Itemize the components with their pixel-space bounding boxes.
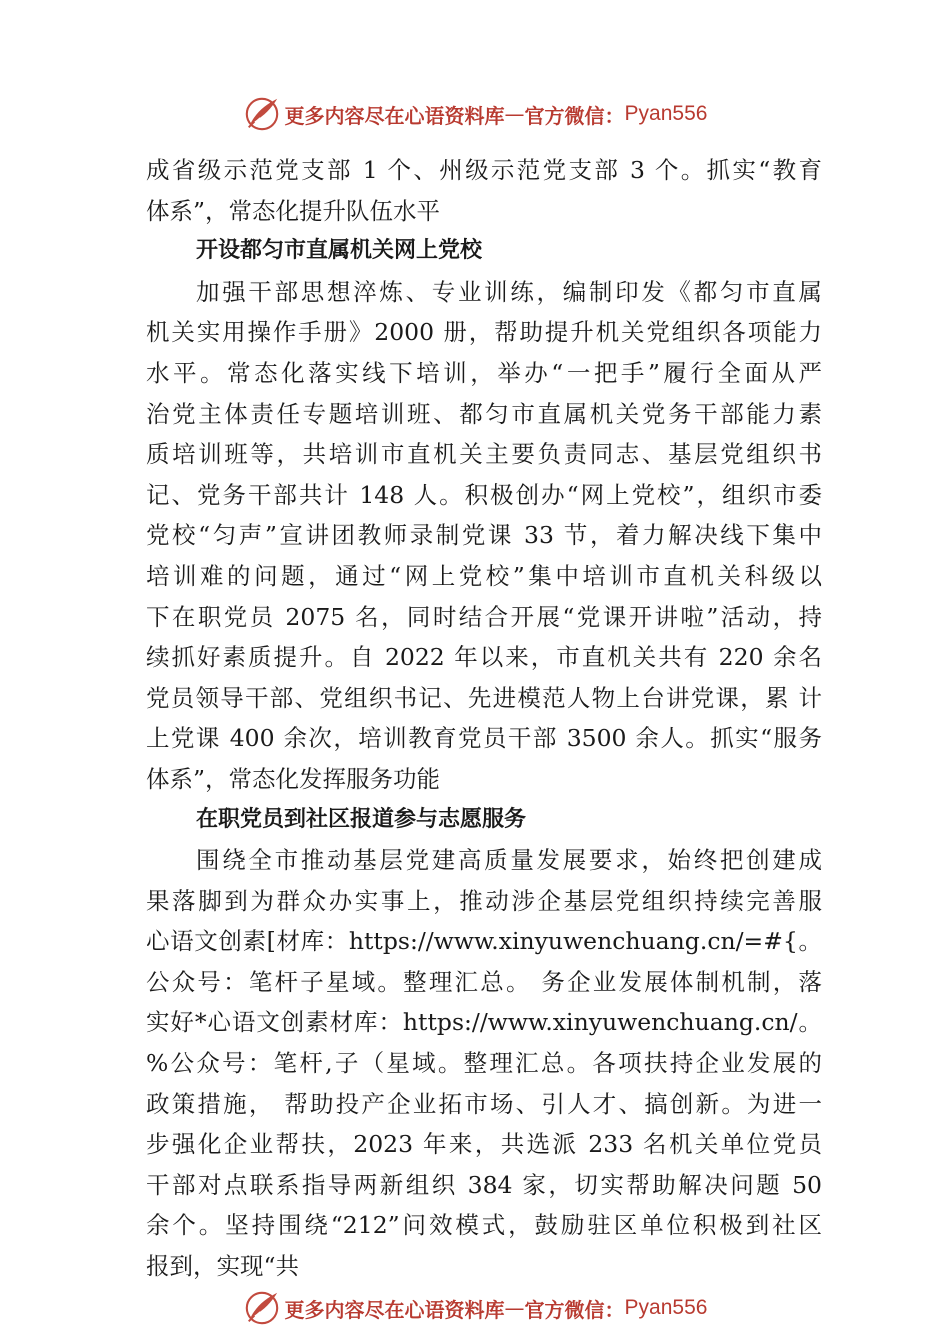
section-heading: 开设都匀市直属机关网上党校 xyxy=(196,238,483,264)
paragraph-line: 实好*心语文创素材库：https://www.xinyuwenchuang.cn/。 xyxy=(146,1008,822,1037)
banner-wechat-id: Pyan556 xyxy=(624,1296,708,1319)
paragraph-line: 培训难的问题，通过“网上党校”集中培训市直机关科级以 xyxy=(146,561,822,590)
paragraph-line: 果落脚到为群众办实事上，推动涉企基层党组织持续完善服 xyxy=(146,886,822,915)
quill-logo-icon xyxy=(243,95,281,133)
document-body xyxy=(146,150,822,1287)
header-banner xyxy=(0,94,950,134)
paragraph-line: 干部对点联系指导两新组织 384 家，切实帮助解决问题 50 xyxy=(146,1170,822,1199)
paragraph-line: 体系”，常态化发挥服务功能 xyxy=(146,764,441,793)
paragraph-line: 机关实用操作手册》2000 册，帮助提升机关党组织各项能力 xyxy=(146,318,822,347)
paragraph-line: 围绕全市推动基层党建高质量发展要求，始终把创建成 xyxy=(196,846,822,875)
paragraph-line: 续抓好素质提升。自 2022 年以来，市直机关共有 220 余名 xyxy=(146,643,822,672)
banner-title: 更多内容尽在心语资料库 xyxy=(284,1297,505,1322)
paragraph-line: 体系”，常态化提升队伍水平 xyxy=(146,196,441,225)
paragraph-line: 上党课 400 余次，培训教育党员干部 3500 余人。抓实“服务 xyxy=(146,724,822,753)
paragraph-line: 余个。坚持围绕“212”问效模式，鼓励驻区单位积极到社区 xyxy=(146,1211,822,1240)
paragraph-line: 成省级示范党支部 1 个、州级示范党支部 3 个。抓实“教育 xyxy=(146,156,822,184)
paragraph-line: 报到，实现“共 xyxy=(146,1252,300,1281)
paragraph-line: 质培训班等，共培训市直机关主要负责同志、基层党组织书 xyxy=(146,440,822,469)
footer-banner xyxy=(0,1288,950,1328)
banner-separator: — xyxy=(504,102,525,126)
paragraph-line: 公众号：笔杆子星域。整理汇总。 务企业发展体制机制，落 xyxy=(146,967,822,996)
banner-separator: — xyxy=(504,1296,525,1320)
banner-wechat-id: Pyan556 xyxy=(624,102,708,125)
banner-wechat-label: 官方微信： xyxy=(524,1297,625,1322)
quill-logo-icon xyxy=(243,1289,281,1327)
paragraph-line: 治党主体责任专题培训班、都匀市直属机关党务干部能力素 xyxy=(146,399,822,428)
paragraph-line: 下在职党员 2075 名，同时结合开展“党课开讲啦”活动，持 xyxy=(146,602,822,631)
banner-wechat-label: 官方微信： xyxy=(524,103,625,128)
paragraph-line: 水平。常态化落实线下培训，举办“一把手”履行全面从严 xyxy=(146,358,822,387)
paragraph-line: 步强化企业帮扶，2023 年来，共选派 233 名机关单位党员 xyxy=(146,1130,822,1159)
paragraph-line: 心语文创素[材库：https://www.xinyuwenchuang.cn/=#{。 xyxy=(146,927,822,956)
paragraph-line: 记、党务干部共计 148 人。积极创办“网上党校”，组织市委 xyxy=(146,480,822,509)
section-heading: 在职党员到社区报道参与志愿服务 xyxy=(196,806,527,832)
paragraph-line: %公众号：笔杆,子（星域。整理汇总。各项扶持企业发展的 xyxy=(146,1049,822,1078)
paragraph-line: 加强干部思想淬炼、专业训练，编制印发《都匀市直属 xyxy=(196,277,822,306)
banner-title: 更多内容尽在心语资料库 xyxy=(284,103,505,128)
paragraph-line: 党员领导干部、党组织书记、先进模范人物上台讲党课，累 计 xyxy=(146,683,822,712)
paragraph-line: 党校“匀声”宣讲团教师录制党课 33 节，着力解决线下集中 xyxy=(146,521,822,550)
paragraph-line: 政策措施， 帮助投产企业拓市场、引人才、搞创新。为进一 xyxy=(146,1089,822,1118)
